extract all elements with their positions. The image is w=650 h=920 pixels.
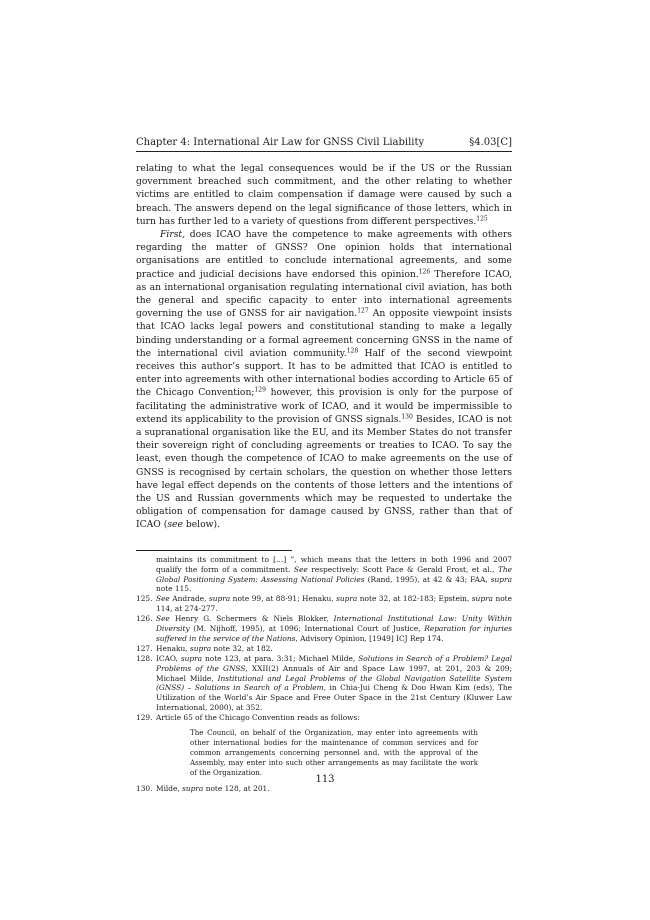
page-content — [136, 136, 512, 794]
footnote-ref-130: 130 — [401, 413, 413, 421]
paragraph-2 — [136, 228, 512, 532]
footnote-ref-129: 129 — [254, 386, 266, 394]
footnote-ref-125: 125 — [476, 215, 488, 223]
p2-first: First, — [160, 229, 186, 241]
footnote-127: 127. Henaku, supra note 32, at 182. — [136, 643, 273, 653]
p2-text-5: however, this provision is only for the purpose of facilitating the administrative work of ICAO, and it would be impermissible to extend its applicability to the provision of GNSS signals. — [136, 387, 512, 425]
footnote-continuation: maintains its commitment to […] ”, which means that the letters in both 1996 and 2007 qualify the form of a commitment. See respectively: Scott Pace & Gerald Frost, et al., The Global Positioning System: Assessing National Policies (Rand, 1995), at 42 & 43; FAA, supra note 115. — [156, 554, 513, 594]
header-section-number: §4.03[C] — [469, 137, 512, 148]
page-number: 113 — [315, 774, 335, 785]
body-text — [136, 162, 512, 532]
footnote-128: 128. ICAO, supra note 123, at para. 3:31; Michael Milde, Solutions in Search of a Problem? Legal Problems of the GNSS, XXII(2) Annuals of Air and Space Law 1997, at 201, 203 & 209; Michael Milde, Institutional and Legal Problems of the Global Navigation Satellite System (GNSS) – Solutions in Search of a Problem, in Chia-Jui Cheng & Doo Hwan Kim (eds), The Utilization of the World’s Air Space and Free Outer Space in the 21st Century (Kluwer Law International, 2000), at 352. — [136, 653, 512, 713]
footnote-ref-128: 128 — [346, 347, 359, 355]
p2-text-6: Besides, ICAO is not a supranational organisation like the EU, and its Member States do not transfer their sovereign right of concluding agreements or treaties to ICAO. To say the least, even though the competence of ICAO to make agreements on the use of GNSS is recognised by certain scholars, the question on whether those letters have legal effect depends on the contents of those letters and the intentions of the US and Russian governments which may be requested to undertake the obligation of compensation for damage caused by GNSS, rather than that of ICAO ( — [136, 413, 512, 531]
footnote-125: 125. See Andrade, supra note 99, at 88-91; Henaku, supra note 32, at 182-183; Epstein, supra note 114, at 274-277. — [136, 594, 513, 614]
running-header — [136, 136, 512, 152]
p1-text: relating to what the legal consequences would be if the US or the Russian government breached such commitment, and the other relating to whether victims are entitled to claim compensation if damage were caused by such a breach. The answers depend on the legal significance of those letters, which in turn has further led to a variety of questions from different perspectives. — [136, 163, 512, 227]
footnotes — [136, 555, 512, 794]
header-chapter-title: Chapter 4: International Air Law for GNSS Civil Liability — [136, 137, 425, 148]
p2-text-1: does ICAO have the competence to make agreements with others regarding the matter of GNSS? One opinion holds that international organisations are entitled to conclude international agreements, and some practice and judicial decisions have endorsed this opinion. — [136, 229, 512, 280]
footnote-ref-126: 126 — [418, 268, 431, 276]
paragraph-1 — [136, 162, 512, 228]
p2-text-3: An opposite viewpoint insists that ICAO lacks legal powers and constitutional standing to make a legally binding understanding or a formal agreement concerning GNSS in the name of the international civil aviation community. — [136, 308, 512, 359]
footnote-130: 130. Milde, supra note 128, at 201. — [136, 783, 270, 793]
block-quote: The Council, on behalf of the Organization, may enter into agreements with other international bodies for the maintenance of common services and for common arrangements concerning personnel and, with the approval of the Assembly, may enter into such other arrangements as may facilitate the work of the Organization. — [190, 728, 478, 777]
footnote-129: 129. Article 65 of the Chicago Convention reads as follows: The Council, on behalf of the Organization, may enter into agreements with other international bodies for the maintenance of common services and for common arrangements concerning personnel and, with the approval of the Assembly, may enter into such other arrangements as may facilitate the work of the Organization. — [136, 713, 512, 783]
footnote-rule — [136, 550, 292, 551]
p2-see: see — [167, 519, 183, 531]
p2-text-4: Half of the second viewpoint receives this author’s support. It has to be admitted that ICAO is entitled to enter into agreements with other international bodies according to Article 65 of the Chicago Convention; — [136, 347, 512, 399]
p2-text-2: Therefore ICAO, as an international organisation regulating international civil aviation, has both the general and specific capacity to enter into international agreements governing the use of GNSS for air navigation. — [136, 268, 512, 320]
footnote-126: 126. See Henry G. Schermers & Niels Blokker, International Institutional Law: Unity Within Diversity (M. Nijhoff, 1995), at 1096; International Court of Justice, Reparation for injuries suffered in the service of the Nations, Advisory Opinion, [1949] ICJ Rep 174. — [136, 614, 513, 643]
footnote-ref-127: 127 — [357, 307, 369, 315]
p2-text-7: below). — [182, 519, 221, 531]
